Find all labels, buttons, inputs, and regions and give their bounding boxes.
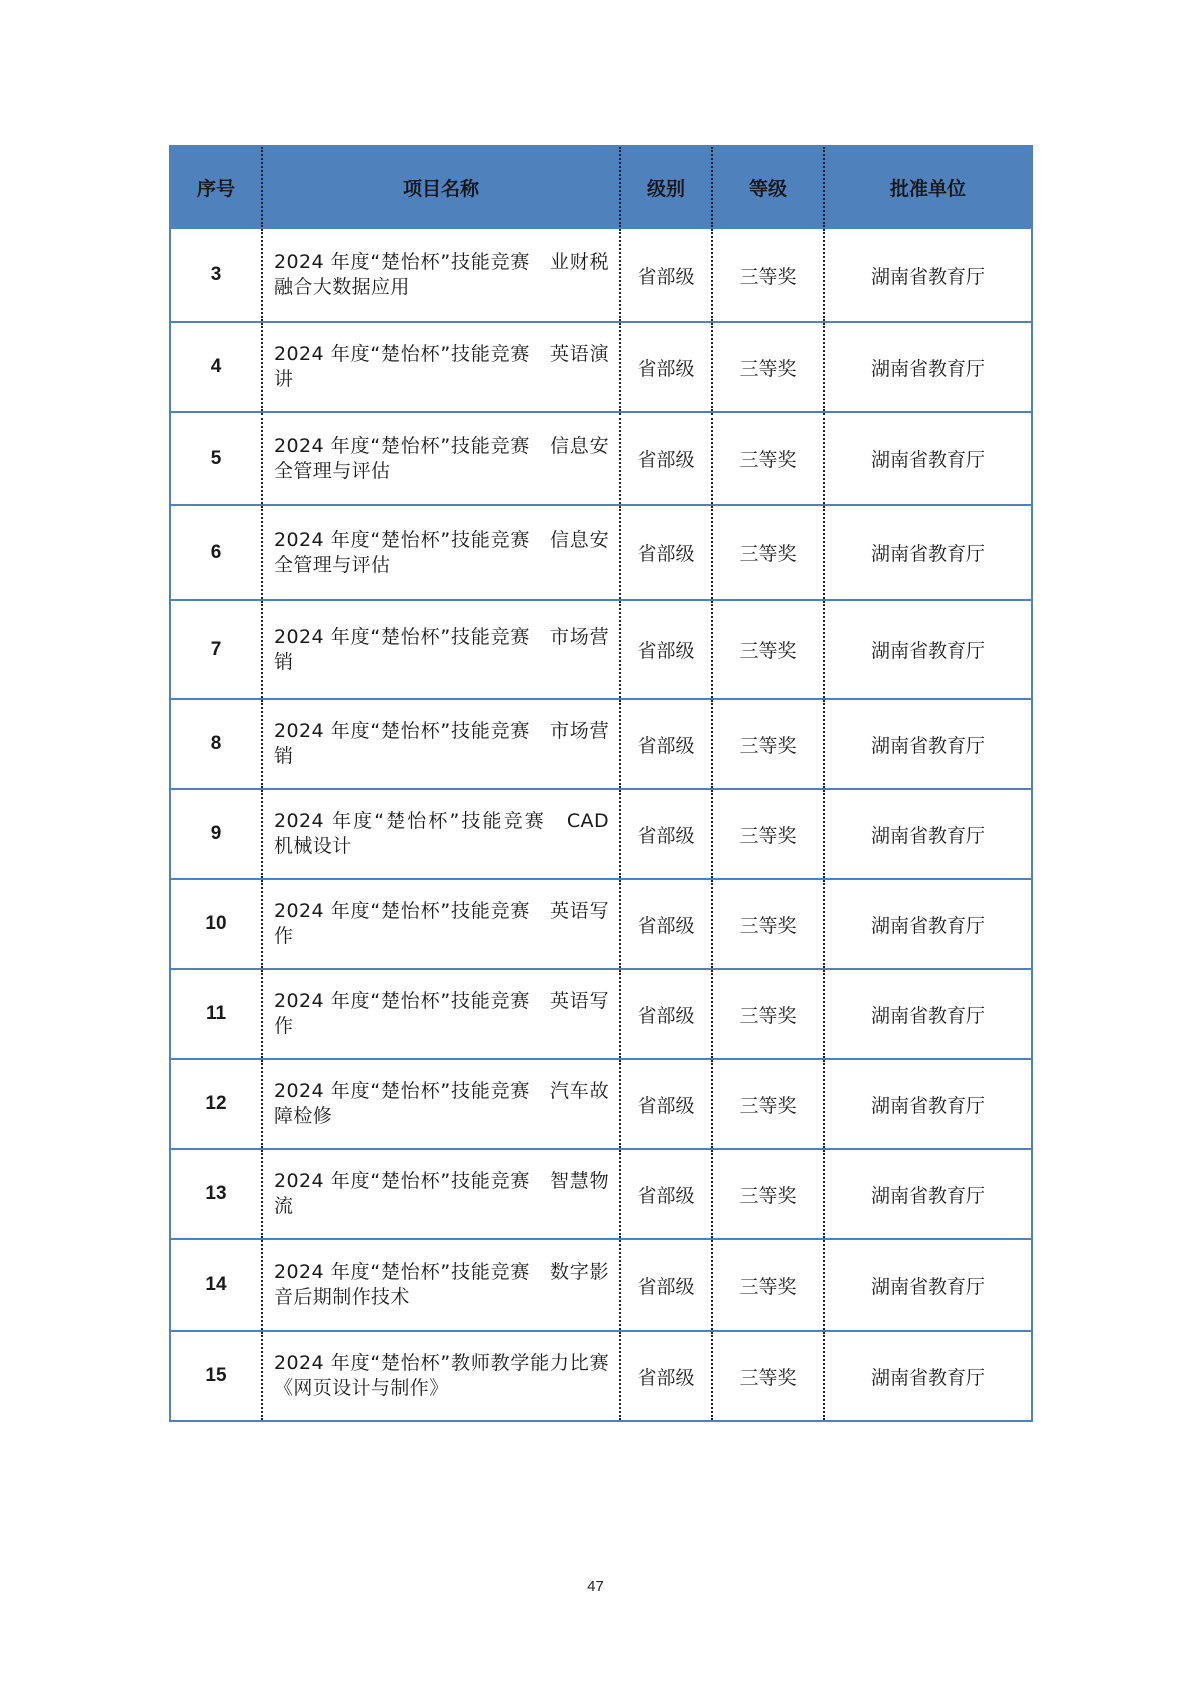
project-name-text: 2024 年度“楚怡杯”技能竞赛 信息安全管理与评估 bbox=[274, 528, 609, 576]
project-name-text: 2024 年度“楚怡杯”技能竞赛 智慧物流 bbox=[274, 1170, 609, 1217]
row-level-cell: 省部级 bbox=[620, 1239, 712, 1331]
row-index-cell: 15 bbox=[170, 1331, 262, 1421]
row-index-cell: 12 bbox=[170, 1059, 262, 1149]
row-name-cell bbox=[262, 969, 620, 1059]
row-level-cell: 省部级 bbox=[620, 322, 712, 412]
table-row bbox=[170, 969, 1032, 1059]
project-name-text: 2024 年度“楚怡杯”技能竞赛 信息安全管理与评估 bbox=[274, 434, 609, 482]
project-name-text: 2024 年度“楚怡杯”教师教学能力比赛 《网页设计与制作》 bbox=[274, 1352, 629, 1399]
header-index: 序号 bbox=[170, 146, 262, 228]
row-level-cell: 省部级 bbox=[620, 789, 712, 879]
row-unit-cell: 湖南省教育厅 bbox=[824, 228, 1032, 322]
table-row bbox=[170, 1059, 1032, 1149]
row-unit-cell: 湖南省教育厅 bbox=[824, 969, 1032, 1059]
row-index-cell: 4 bbox=[170, 322, 262, 412]
project-name-text: 2024 年度“楚怡杯”技能竞赛 业财税融合大数据应用 bbox=[274, 251, 609, 298]
row-index-cell: 7 bbox=[170, 600, 262, 699]
row-unit-cell: 湖南省教育厅 bbox=[824, 1239, 1032, 1331]
row-level-cell: 省部级 bbox=[620, 1331, 712, 1421]
row-level-cell: 省部级 bbox=[620, 699, 712, 789]
row-index-cell: 9 bbox=[170, 789, 262, 879]
row-unit-cell: 湖南省教育厅 bbox=[824, 1059, 1032, 1149]
row-index-cell: 10 bbox=[170, 879, 262, 969]
row-level-cell: 省部级 bbox=[620, 1149, 712, 1239]
table-body bbox=[170, 228, 1032, 1421]
project-name-text: 2024 年度“楚怡杯”技能竞赛 市场营销 bbox=[274, 625, 609, 673]
row-grade-cell: 三等奖 bbox=[712, 228, 824, 322]
row-level-cell: 省部级 bbox=[620, 228, 712, 322]
header-name: 项目名称 bbox=[262, 146, 620, 228]
project-name-text: 2024 年度“楚怡杯”技能竞赛 数字影音后期制作技术 bbox=[274, 1261, 609, 1308]
row-name-cell bbox=[262, 789, 620, 879]
table-row bbox=[170, 228, 1032, 322]
row-name-cell bbox=[262, 600, 620, 699]
row-level-cell: 省部级 bbox=[620, 412, 712, 505]
table-row bbox=[170, 1239, 1032, 1331]
row-grade-cell: 三等奖 bbox=[712, 1149, 824, 1239]
row-level-cell: 省部级 bbox=[620, 969, 712, 1059]
project-name-text: 2024 年度“楚怡杯”技能竞赛 汽车故障检修 bbox=[274, 1080, 609, 1127]
row-name-cell bbox=[262, 228, 620, 322]
row-name-cell bbox=[262, 322, 620, 412]
row-grade-cell: 三等奖 bbox=[712, 879, 824, 969]
row-unit-cell: 湖南省教育厅 bbox=[824, 1331, 1032, 1421]
row-name-cell bbox=[262, 1239, 620, 1331]
row-grade-cell: 三等奖 bbox=[712, 600, 824, 699]
table-row bbox=[170, 879, 1032, 969]
row-grade-cell: 三等奖 bbox=[712, 412, 824, 505]
row-name-cell bbox=[262, 412, 620, 505]
row-level-cell: 省部级 bbox=[620, 600, 712, 699]
row-name-cell bbox=[262, 1149, 620, 1239]
table-row bbox=[170, 412, 1032, 505]
row-index-cell: 5 bbox=[170, 412, 262, 505]
project-name-text: 2024 年度“楚怡杯”技能竞赛 英语写作 bbox=[274, 990, 609, 1037]
row-grade-cell: 三等奖 bbox=[712, 1239, 824, 1331]
page-number: 47 bbox=[587, 1578, 604, 1595]
table-header bbox=[170, 146, 1032, 228]
row-name-cell bbox=[262, 699, 620, 789]
row-level-cell: 省部级 bbox=[620, 505, 712, 600]
table-row bbox=[170, 600, 1032, 699]
row-index-cell: 3 bbox=[170, 228, 262, 322]
row-name-cell bbox=[262, 1331, 629, 1421]
header-row bbox=[170, 146, 1032, 228]
row-grade-cell: 三等奖 bbox=[712, 699, 824, 789]
row-level-cell: 省部级 bbox=[620, 879, 712, 969]
table-row bbox=[170, 505, 1032, 600]
project-name-text: 2024 年度“楚怡杯”技能竞赛 CAD 机械设计 bbox=[274, 810, 609, 857]
header-grade: 等级 bbox=[712, 146, 824, 228]
awards-table bbox=[169, 145, 1033, 1422]
row-index-cell: 14 bbox=[170, 1239, 262, 1331]
row-index-cell: 13 bbox=[170, 1149, 262, 1239]
project-name-text: 2024 年度“楚怡杯”技能竞赛 市场营销 bbox=[274, 720, 609, 767]
header-unit: 批准单位 bbox=[824, 146, 1032, 228]
project-name-text: 2024 年度“楚怡杯”技能竞赛 英语演讲 bbox=[274, 343, 609, 390]
row-unit-cell: 湖南省教育厅 bbox=[824, 789, 1032, 879]
row-name-cell bbox=[262, 879, 620, 969]
table-row bbox=[170, 699, 1032, 789]
row-index-cell: 11 bbox=[170, 969, 262, 1059]
row-unit-cell: 湖南省教育厅 bbox=[824, 699, 1032, 789]
row-index-cell: 6 bbox=[170, 505, 262, 600]
row-unit-cell: 湖南省教育厅 bbox=[824, 879, 1032, 969]
header-level: 级别 bbox=[620, 146, 712, 228]
project-name-text: 2024 年度“楚怡杯”技能竞赛 英语写作 bbox=[274, 900, 609, 947]
row-unit-cell: 湖南省教育厅 bbox=[824, 412, 1032, 505]
table-row bbox=[170, 1331, 1032, 1421]
row-unit-cell: 湖南省教育厅 bbox=[824, 1149, 1032, 1239]
row-unit-cell: 湖南省教育厅 bbox=[824, 505, 1032, 600]
row-grade-cell: 三等奖 bbox=[712, 1059, 824, 1149]
row-unit-cell: 湖南省教育厅 bbox=[824, 600, 1032, 699]
table-row bbox=[170, 789, 1032, 879]
row-grade-cell: 三等奖 bbox=[712, 505, 824, 600]
row-unit-cell: 湖南省教育厅 bbox=[824, 322, 1032, 412]
row-grade-cell: 三等奖 bbox=[712, 322, 824, 412]
row-grade-cell: 三等奖 bbox=[712, 969, 824, 1059]
table-row bbox=[170, 1149, 1032, 1239]
row-name-cell bbox=[262, 505, 620, 600]
row-grade-cell: 三等奖 bbox=[712, 1331, 824, 1421]
row-index-cell: 8 bbox=[170, 699, 262, 789]
row-grade-cell: 三等奖 bbox=[712, 789, 824, 879]
row-level-cell: 省部级 bbox=[620, 1059, 712, 1149]
table-row bbox=[170, 322, 1032, 412]
row-name-cell bbox=[262, 1059, 620, 1149]
